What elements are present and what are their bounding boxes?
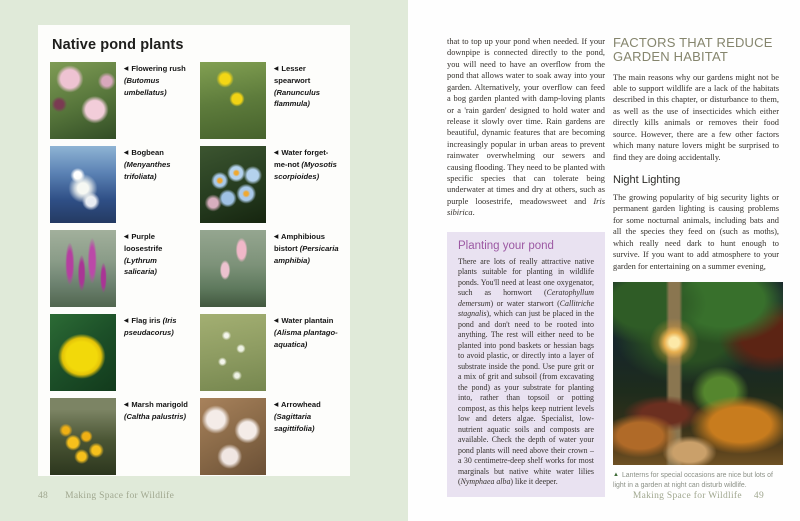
planting-your-pond-box (447, 232, 605, 497)
plant-entry-bogbean (50, 146, 190, 223)
water-plantain-photo (200, 314, 266, 391)
plant-entry-lesser-spearwort (200, 62, 340, 139)
latin-name: Ceratophyllum demersum (458, 288, 594, 308)
plant-entry-flowering-rush (50, 62, 190, 139)
latin-name: Iris sibirica (447, 196, 605, 218)
right-page-footer (633, 491, 764, 501)
left-arrow-icon: ◀ (124, 150, 129, 156)
lesser-spearwort-photo (200, 62, 266, 139)
night-lighting-paragraph: The growing popularity of big security lights or permanent garden lighting is causing problems for some nocturnal animals, including bats and all the species they feed on (such as moths), which really need dark to hunt enough to survive. If you want to add atmosphere to your garden for entertaining on a summer evening, (613, 192, 779, 271)
flag-iris-photo (50, 314, 116, 391)
plant-common-name: Bogbean (129, 148, 164, 157)
native-pond-plants-panel (38, 25, 350, 476)
left-arrow-icon: ◀ (124, 318, 129, 324)
plant-common-name: Amphibious bistort (274, 232, 325, 253)
plant-latin-name: (Myosotis scorpioides) (274, 159, 337, 181)
plant-common-name: Water forget-me-not (274, 148, 329, 169)
plant-latin-name: (Iris pseudacorus) (124, 316, 177, 337)
running-title: Making Space for Wildlife (65, 491, 175, 501)
box-body-text (458, 257, 594, 488)
plant-entry-amphibious-bistort (200, 230, 340, 307)
text-segment: that to top up your pond when needed. If your downpipe is connected directly to the pond, you will need to have an overflow from the pond that allows water to soak away into your garden. Alternatively, your overflow can feed a bog garden planted with damp-loving plants or a 'rain garden' designed to hold water and release it slowly over time. Rain gardens are beautiful, dynamic features that are becoming increasingly popular in urban areas to prevent rainwater overwhelming our sewers and causing flooding. They need to be planted with specific species that can tolerate being underwater at times and dry at others, such as purple loosestrife, meadowsweet and (447, 37, 605, 206)
caption-text: Lanterns for special occasions are nice but lots of light in a garden at night can disturb wildlife. (613, 471, 773, 489)
plant-common-name: Arrowhead (279, 400, 321, 409)
box-heading: Planting your pond (458, 239, 554, 252)
left-arrow-icon: ◀ (124, 402, 129, 408)
plant-label (124, 146, 190, 223)
plant-entry-arrowhead (200, 398, 340, 475)
plant-label (274, 62, 340, 139)
page-number: 49 (753, 491, 764, 501)
plant-label (124, 398, 190, 475)
plant-latin-name: (Caltha palustris) (124, 411, 187, 421)
right-page (408, 0, 800, 521)
plant-entry-water-plantain (200, 314, 340, 391)
caption-triangle-icon: ▲ (613, 472, 619, 479)
plant-common-name: Marsh marigold (129, 400, 188, 409)
plant-label (274, 314, 340, 391)
pond-overflow-paragraph (447, 36, 605, 219)
plant-label (124, 314, 190, 391)
plant-latin-name: (Butomus umbellatus) (124, 75, 167, 97)
factors-paragraph: The main reasons why our gardens might not be able to support wildlife are a lack of the habitats described in this chapter, or disturbance to them, as well as the use of insecticides which either directly kills animals or removes their food source. However, there are a few other factors which many nature lovers might be surprised to find they are doing accidentally. (613, 72, 779, 162)
water-forget-me-not-photo (200, 146, 266, 223)
marsh-marigold-photo (50, 398, 116, 475)
plant-label (274, 146, 340, 223)
amphibious-bistort-photo (200, 230, 266, 307)
text-segment: There are lots of really attractive native plants suitable for planting in wildlife ponds. You'll need at least one oxygenator, such as hornwort ( (458, 256, 594, 298)
plant-entry-purple-loosestrife (50, 230, 190, 307)
left-arrow-icon: ◀ (124, 66, 129, 72)
plant-grid (50, 62, 340, 475)
text-segment: ), which can just be placed in the pond and don't need to be rooted into anything. The rest will either need to be planted into pond baskets or hessian bags to avoid plastic, or directly into a layer of substrate inside the pond. Use pure grit or a mix of grit and subsoil (from excavating the pond) as your substrate for planting into, rather than topsoil or potting compost, as this helps keep nutrient levels low and deters algae. Specialist, low-nutrient aquatic soils and composts are available. Check the depth of water your pond plants will need above their crown – a 30 centimetre-deep shelf works for most marginals but native white water lilies ( (458, 309, 594, 487)
plant-common-name: Flowering rush (129, 64, 186, 73)
left-arrow-icon: ◀ (274, 234, 279, 240)
running-title: Making Space for Wildlife (632, 491, 742, 501)
garden-lanterns-photo (613, 282, 783, 465)
left-arrow-icon: ◀ (274, 150, 279, 156)
bogbean-photo (50, 146, 116, 223)
left-arrow-icon: ◀ (274, 318, 279, 324)
arrowhead-photo (200, 398, 266, 475)
left-arrow-icon: ◀ (124, 234, 129, 240)
purple-loosestrife-photo (50, 230, 116, 307)
flowering-rush-photo (50, 62, 116, 139)
night-lighting-subheading: Night Lighting (613, 173, 681, 186)
plant-label (274, 230, 340, 307)
left-page-footer (38, 491, 174, 501)
left-arrow-icon: ◀ (274, 66, 279, 72)
plant-entry-marsh-marigold (50, 398, 190, 475)
plant-label (274, 398, 340, 475)
plant-common-name: Flag iris (129, 316, 163, 325)
plant-common-name: Purple loosestrife (124, 232, 163, 253)
photo-caption (613, 471, 779, 491)
text-column-left (447, 36, 605, 497)
left-arrow-icon: ◀ (274, 402, 279, 408)
plant-latin-name: (Menyanthes trifoliata) (124, 159, 171, 181)
text-segment: ) like it deeper. (510, 477, 558, 487)
latin-name: Nymphaea alba (460, 477, 511, 487)
plant-latin-name: (Sagittaria sagittifolia) (274, 411, 315, 433)
text-column-right (613, 36, 779, 491)
panel-title: Native pond plants (52, 37, 184, 53)
plant-latin-name: (Ranunculus flammula) (274, 87, 320, 109)
plant-common-name: Lesser spearwort (274, 64, 311, 85)
plant-entry-water-forget-me-not (200, 146, 340, 223)
plant-common-name: Water plantain (279, 316, 334, 325)
text-segment: . (472, 208, 475, 218)
page-number: 48 (38, 491, 49, 501)
plant-latin-name: (Alisma plantago-aquatica) (274, 327, 338, 349)
text-segment: ) or water starwort ( (490, 298, 560, 308)
latin-name: Callitriche stagnalis (458, 298, 594, 319)
plant-entry-flag-iris (50, 314, 190, 391)
plant-latin-name: (Persicaria amphibia) (274, 243, 339, 265)
plant-label (124, 62, 190, 139)
section-heading: FACTORS THAT REDUCE GARDEN HABITAT (613, 35, 773, 65)
plant-latin-name: (Lythrum salicaria) (124, 255, 157, 277)
plant-label (124, 230, 190, 307)
